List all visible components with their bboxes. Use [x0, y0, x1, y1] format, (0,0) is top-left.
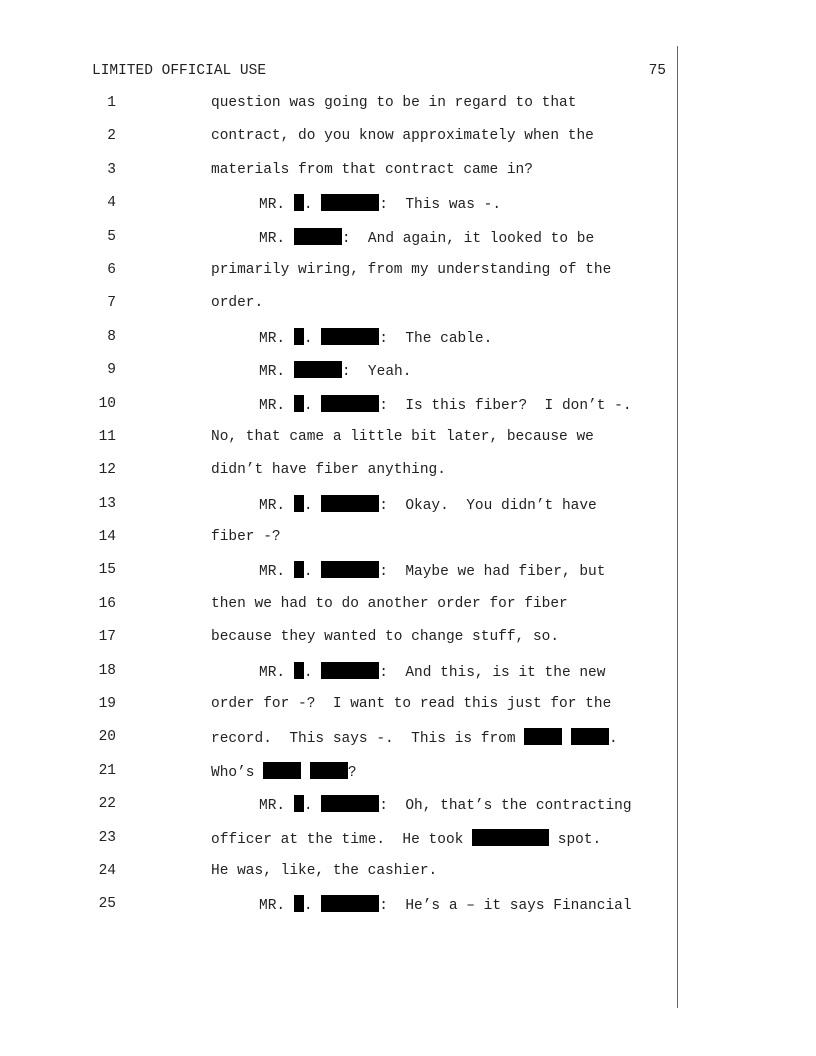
line-text: materials from that contract came in?: [211, 161, 533, 178]
speaker-prefix: MR.: [259, 664, 294, 681]
line-text: contract, do you know approximately when the: [211, 128, 594, 145]
line-text: And this, is it the new: [387, 664, 606, 681]
line-number: 11: [98, 428, 116, 445]
speaker-line: [259, 662, 605, 682]
line-number: 25: [98, 896, 116, 913]
speaker-prefix: MR.: [259, 397, 294, 414]
transcript-line: [0, 261, 816, 294]
line-text: record. This says -. This is from: [211, 731, 525, 748]
transcript-line: [0, 795, 816, 828]
transcript-line: [0, 461, 816, 494]
line-number: 2: [107, 128, 116, 145]
line-text: primarily wiring, from my understanding of the: [211, 261, 612, 278]
line-number: 19: [98, 696, 116, 713]
line-number: 16: [98, 595, 116, 612]
redaction-block: [294, 662, 304, 679]
speaker-colon: :: [379, 197, 388, 214]
line-number: 7: [107, 295, 116, 312]
line-suffix: ?: [347, 764, 357, 781]
line-text: Is this fiber? I don’t -.: [387, 397, 632, 414]
transcript-line: [0, 94, 816, 127]
line-number: 4: [107, 195, 116, 212]
line-text: order for -? I want to read this just for the: [211, 696, 612, 713]
speaker-colon: :: [379, 330, 388, 347]
line-number: 15: [98, 562, 116, 579]
transcript-line: [0, 895, 816, 928]
transcript-line: [0, 428, 816, 461]
page-number: 75: [648, 63, 666, 79]
redaction-block: [294, 361, 342, 378]
transcript-line: [0, 328, 816, 361]
transcript-line: [0, 561, 816, 594]
line-number: 9: [107, 362, 116, 379]
line-text: Maybe we had fiber, but: [387, 564, 606, 581]
speaker-prefix: MR.: [259, 497, 294, 514]
speaker-line: [259, 395, 632, 415]
redaction-block: [321, 328, 379, 345]
line-number: 14: [98, 529, 116, 546]
speaker-colon: :: [379, 397, 388, 414]
line-text: Oh, that’s the contracting: [387, 798, 632, 815]
line-number: 1: [107, 95, 116, 111]
line-text: Who’s: [211, 764, 264, 781]
redaction-block: [294, 895, 304, 912]
speaker-separator: .: [303, 898, 322, 915]
speaker-line: [259, 194, 501, 214]
speaker-line: [259, 495, 597, 515]
speaker-prefix: MR.: [259, 564, 294, 581]
line-number: 17: [98, 629, 116, 646]
redacted-line: [211, 829, 601, 849]
header-classification: LIMITED OFFICIAL USE: [92, 63, 267, 79]
redaction-block: [294, 495, 304, 512]
speaker-prefix: MR.: [259, 230, 294, 247]
line-number: 22: [98, 796, 116, 813]
line-number: 8: [107, 328, 116, 345]
transcript-line: [0, 294, 816, 327]
line-number: 24: [98, 862, 116, 879]
speaker-line: [259, 561, 605, 581]
redaction-block: [263, 762, 301, 779]
line-text: order.: [211, 295, 264, 312]
line-text: because they wanted to change stuff, so.: [211, 629, 560, 646]
transcript-line: [0, 228, 816, 261]
speaker-colon: :: [379, 664, 388, 681]
transcript-line: [0, 862, 816, 895]
speaker-separator: .: [303, 664, 322, 681]
line-suffix: spot.: [549, 831, 602, 848]
redaction-block: [321, 194, 379, 211]
line-number: 10: [98, 395, 116, 412]
line-text: He’s a – it says Financial: [387, 898, 632, 915]
speaker-prefix: MR.: [259, 330, 294, 347]
transcript-line: [0, 762, 816, 795]
line-suffix: .: [608, 731, 618, 748]
transcript-lines: [0, 94, 816, 929]
redaction-block: [472, 829, 549, 846]
line-text: Okay. You didn’t have: [387, 497, 597, 514]
speaker-prefix: MR.: [259, 798, 294, 815]
redaction-block: [321, 795, 379, 812]
speaker-separator: .: [303, 497, 322, 514]
transcript-line: [0, 127, 816, 160]
speaker-separator: .: [303, 330, 322, 347]
line-text: didn’t have fiber anything.: [211, 462, 446, 479]
transcript-line: [0, 662, 816, 695]
speaker-prefix: MR.: [259, 197, 294, 214]
redaction-block: [294, 395, 304, 412]
line-number: 18: [98, 662, 116, 679]
transcript-line: [0, 595, 816, 628]
line-text: fiber -?: [211, 529, 281, 546]
redaction-block: [321, 662, 379, 679]
line-number: 13: [98, 495, 116, 512]
line-text: No, that came a little bit later, because we: [211, 428, 594, 445]
speaker-separator: .: [303, 798, 322, 815]
redaction-block: [294, 194, 304, 211]
speaker-line: [259, 895, 632, 915]
line-number: 20: [98, 729, 116, 746]
redaction-block: [294, 795, 304, 812]
redaction-block: [294, 328, 304, 345]
line-number: 5: [107, 228, 116, 245]
transcript-line: [0, 528, 816, 561]
speaker-colon: :: [379, 564, 388, 581]
redacted-line: [211, 728, 618, 748]
transcript-line: [0, 628, 816, 661]
redaction-block: [571, 728, 609, 745]
line-number: 21: [98, 762, 116, 779]
line-text: The cable.: [387, 330, 493, 347]
redaction-block: [524, 728, 562, 745]
transcript-line: [0, 495, 816, 528]
transcript-line: [0, 161, 816, 194]
speaker-colon: :: [379, 898, 388, 915]
speaker-prefix: MR.: [259, 898, 294, 915]
transcript-line: [0, 361, 816, 394]
line-number: 3: [107, 161, 116, 178]
line-number: 6: [107, 261, 116, 278]
redaction-block: [294, 561, 304, 578]
speaker-colon: :: [379, 497, 388, 514]
speaker-line: [259, 228, 594, 248]
redacted-line: [211, 762, 357, 782]
line-number: 23: [98, 829, 116, 846]
speaker-separator: .: [303, 397, 322, 414]
redaction-block: [321, 895, 379, 912]
line-text: And again, it looked to be: [350, 230, 595, 247]
line-text: officer at the time. He took: [211, 831, 473, 848]
redaction-block: [321, 495, 379, 512]
transcript-line: [0, 829, 816, 862]
speaker-line: [259, 328, 492, 348]
line-text: Yeah.: [350, 364, 412, 381]
speaker-colon: :: [379, 798, 388, 815]
transcript-line: [0, 395, 816, 428]
redaction-block: [321, 395, 379, 412]
speaker-separator: .: [303, 197, 322, 214]
line-text: This was -.: [387, 197, 502, 214]
redaction-block: [321, 561, 379, 578]
speaker-separator: .: [303, 564, 322, 581]
redaction-block: [294, 228, 342, 245]
transcript-line: [0, 194, 816, 227]
transcript-line: [0, 695, 816, 728]
speaker-colon: :: [341, 230, 351, 247]
redaction-block: [310, 762, 348, 779]
line-text: then we had to do another order for fiber: [211, 595, 568, 612]
line-text: question was going to be in regard to that: [211, 95, 577, 111]
speaker-colon: :: [341, 364, 351, 381]
speaker-line: [259, 795, 632, 815]
speaker-prefix: MR.: [259, 364, 294, 381]
transcript-line: [0, 728, 816, 761]
line-text: He was, like, the cashier.: [211, 862, 438, 879]
line-number: 12: [98, 462, 116, 479]
speaker-line: [259, 361, 411, 381]
